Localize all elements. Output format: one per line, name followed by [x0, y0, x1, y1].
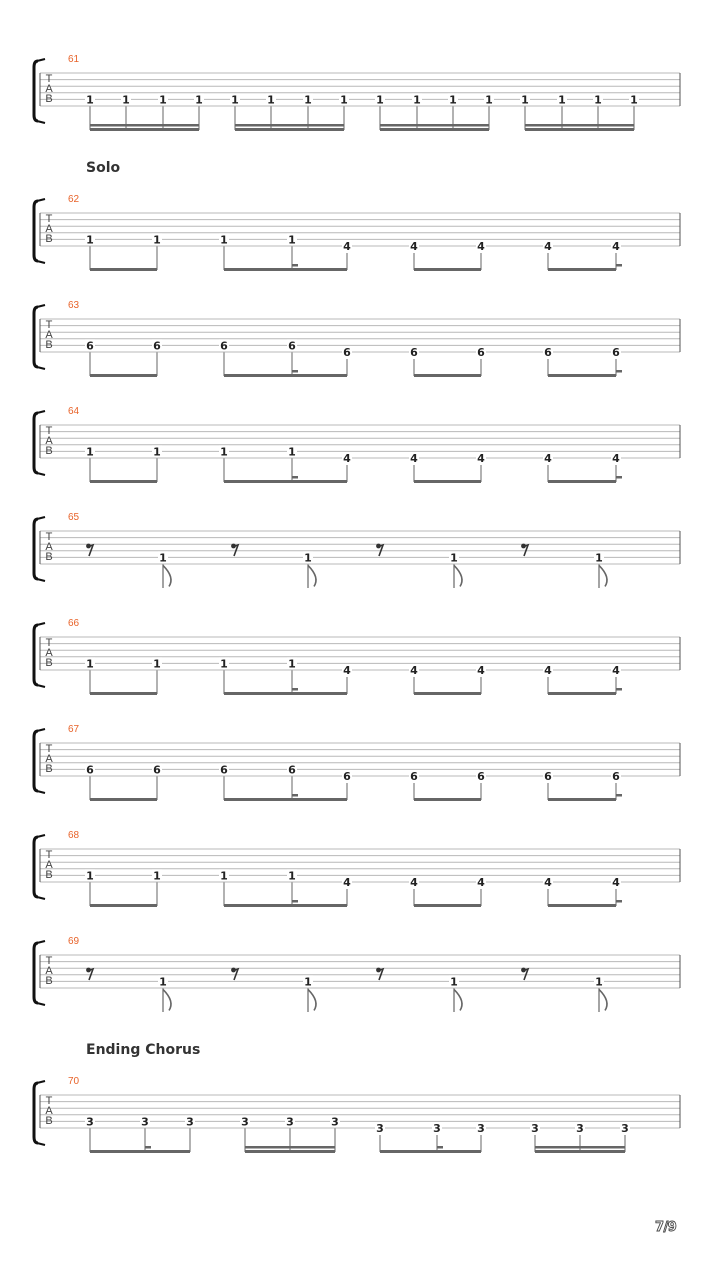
beam [224, 480, 347, 483]
beam-stub [292, 900, 298, 903]
beam [90, 1150, 190, 1153]
fret-number: 6 [86, 763, 94, 777]
fret-number: 1 [153, 657, 161, 671]
system-bracket [34, 307, 38, 367]
tab-system [34, 936, 680, 1012]
tab-clef-letter: T [45, 1095, 53, 1107]
fret-number: 6 [612, 770, 620, 783]
fret-number: 3 [531, 1122, 539, 1135]
fret-number: 3 [141, 1115, 149, 1129]
beam [224, 268, 347, 271]
fret-number: 1 [220, 445, 228, 459]
tab-clef-letter: B [45, 1115, 53, 1127]
fret-number: 1 [159, 93, 167, 107]
beam [224, 374, 347, 377]
beam [414, 480, 481, 483]
fret-number: 6 [544, 770, 552, 783]
beam-secondary [380, 124, 489, 127]
bracket-hook-top [37, 199, 45, 201]
fret-number: 4 [544, 664, 552, 677]
fret-number: 4 [410, 452, 418, 465]
fret-number: 3 [331, 1115, 339, 1129]
note-flag [599, 989, 607, 1010]
tab-clef-letter: T [45, 637, 53, 649]
beam-secondary [245, 1146, 335, 1149]
beam [548, 480, 616, 483]
fret-number: 3 [576, 1122, 584, 1135]
system-bracket [34, 61, 38, 121]
measure-number: 61 [68, 54, 80, 65]
tab-clef-letter: T [45, 213, 53, 225]
tab-system [34, 194, 680, 271]
beam-secondary [235, 124, 344, 127]
beam-secondary [535, 1146, 625, 1149]
bracket-hook-top [37, 411, 45, 413]
fret-number: 6 [153, 763, 161, 777]
tab-clef-letter: A [45, 329, 53, 341]
fret-number: 3 [621, 1122, 629, 1135]
fret-number: 1 [86, 445, 94, 459]
fret-number: 6 [477, 770, 485, 783]
beam-stub [616, 476, 622, 479]
measure-number: 62 [68, 194, 80, 205]
tab-clef-letter: T [45, 531, 53, 543]
fret-number: 1 [413, 93, 421, 107]
system-bracket [34, 201, 38, 261]
fret-number: 4 [343, 452, 351, 465]
beam [90, 374, 157, 377]
bracket-hook-bottom [37, 121, 45, 123]
beam-stub [292, 264, 298, 267]
fret-number: 1 [231, 93, 239, 107]
fret-number: 4 [544, 240, 552, 253]
beam-stub [616, 370, 622, 373]
beam-stub [292, 688, 298, 691]
beam-stub [292, 794, 298, 797]
bracket-hook-top [37, 623, 45, 625]
fret-number: 1 [159, 975, 167, 989]
bracket-hook-bottom [37, 791, 45, 793]
fret-number: 1 [288, 233, 296, 247]
beam-stub [616, 794, 622, 797]
fret-number: 1 [450, 975, 458, 989]
fret-number: 1 [594, 93, 602, 107]
bracket-hook-top [37, 835, 45, 837]
bracket-hook-bottom [37, 473, 45, 475]
tab-clef-letter: T [45, 425, 53, 437]
tab-clef-letter: A [45, 83, 53, 95]
fret-number: 4 [477, 452, 485, 465]
beam-stub [616, 900, 622, 903]
fret-number: 1 [220, 869, 228, 883]
fret-number: 3 [477, 1122, 485, 1135]
bracket-hook-bottom [37, 897, 45, 899]
tab-clef-letter: A [45, 647, 53, 659]
fret-number: 6 [343, 770, 351, 783]
beam-stub [616, 264, 622, 267]
note-flag [454, 989, 462, 1010]
system-bracket [34, 731, 38, 791]
bracket-hook-bottom [37, 1143, 45, 1145]
beam [548, 268, 616, 271]
section-label-ending-chorus: Ending Chorus [86, 1042, 201, 1058]
fret-number: 1 [485, 93, 493, 107]
system-bracket [34, 837, 38, 897]
fret-number: 4 [410, 876, 418, 889]
beam [414, 374, 481, 377]
fret-number: 1 [288, 657, 296, 671]
note-flag [163, 565, 171, 586]
measure-number: 68 [68, 830, 80, 841]
fret-number: 1 [449, 93, 457, 107]
fret-number: 4 [410, 664, 418, 677]
tab-clef-letter: T [45, 955, 53, 967]
fret-number: 1 [122, 93, 130, 107]
beam [525, 128, 634, 131]
fret-number: 1 [521, 93, 529, 107]
fret-number: 4 [477, 240, 485, 253]
beam [414, 692, 481, 695]
fret-number: 1 [195, 93, 203, 107]
tab-clef-letter: B [45, 445, 53, 457]
note-flag [308, 989, 316, 1010]
fret-number: 4 [544, 876, 552, 889]
bracket-hook-bottom [37, 261, 45, 263]
fret-number: 4 [343, 664, 351, 677]
tab-system [34, 512, 680, 588]
measure-number: 67 [68, 724, 80, 735]
fret-number: 3 [86, 1115, 94, 1129]
page-number: 7/9 [655, 1220, 677, 1235]
system-bracket [34, 1083, 38, 1143]
tab-clef-letter: A [45, 1105, 53, 1117]
bracket-hook-bottom [37, 685, 45, 687]
fret-number: 1 [288, 445, 296, 459]
fret-number: 1 [595, 551, 603, 565]
fret-number: 1 [86, 869, 94, 883]
tab-clef-letter: A [45, 965, 53, 977]
tab-clef-letter: B [45, 657, 53, 669]
measure-number: 64 [68, 406, 80, 417]
tab-system [34, 54, 680, 131]
bracket-hook-top [37, 729, 45, 731]
bracket-hook-bottom [37, 367, 45, 369]
tab-system [34, 724, 680, 801]
fret-number: 4 [612, 664, 620, 677]
fret-number: 4 [544, 452, 552, 465]
fret-number: 6 [220, 763, 228, 777]
tab-system [34, 830, 680, 907]
bracket-hook-bottom [37, 579, 45, 581]
tab-system [34, 1076, 680, 1153]
tab-clef-letter: B [45, 551, 53, 563]
measure-number: 70 [68, 1076, 80, 1087]
fret-number: 1 [376, 93, 384, 107]
beam [380, 1150, 481, 1153]
fret-number: 1 [159, 551, 167, 565]
fret-number: 1 [153, 869, 161, 883]
fret-number: 6 [612, 346, 620, 359]
system-bracket [34, 413, 38, 473]
fret-number: 1 [558, 93, 566, 107]
fret-number: 6 [343, 346, 351, 359]
fret-number: 6 [220, 339, 228, 353]
fret-number: 1 [86, 233, 94, 247]
beam [245, 1150, 335, 1153]
measure-number: 63 [68, 300, 80, 311]
fret-number: 6 [544, 346, 552, 359]
tab-clef-letter: B [45, 869, 53, 881]
fret-number: 1 [630, 93, 638, 107]
tab-system [34, 618, 680, 695]
beam-secondary [90, 124, 199, 127]
fret-number: 4 [612, 452, 620, 465]
fret-number: 1 [267, 93, 275, 107]
fret-number: 1 [304, 551, 312, 565]
fret-number: 6 [410, 346, 418, 359]
fret-number: 1 [86, 93, 94, 107]
beam [380, 128, 489, 131]
tab-clef-letter: A [45, 753, 53, 765]
fret-number: 4 [612, 876, 620, 889]
note-flag [163, 989, 171, 1010]
fret-number: 4 [343, 240, 351, 253]
beam [90, 798, 157, 801]
tab-clef-letter: T [45, 319, 53, 331]
beam [414, 904, 481, 907]
system-bracket [34, 519, 38, 579]
measure-number: 66 [68, 618, 80, 629]
fret-number: 1 [153, 233, 161, 247]
fret-number: 4 [477, 664, 485, 677]
section-label-solo: Solo [86, 160, 121, 176]
fret-number: 6 [288, 339, 296, 353]
beam [548, 798, 616, 801]
beam-stub [437, 1146, 443, 1149]
measure-number: 69 [68, 936, 80, 947]
fret-number: 3 [433, 1122, 441, 1135]
beam-stub [145, 1146, 151, 1149]
tab-clef-letter: A [45, 435, 53, 447]
tab-clef-letter: T [45, 743, 53, 755]
fret-number: 4 [477, 876, 485, 889]
tab-clef-letter: A [45, 223, 53, 235]
fret-number: 1 [220, 233, 228, 247]
bracket-hook-top [37, 517, 45, 519]
note-flag [454, 565, 462, 586]
fret-number: 1 [220, 657, 228, 671]
beam [414, 268, 481, 271]
tab-system [34, 300, 680, 377]
fret-number: 1 [450, 551, 458, 565]
tab-clef-letter: A [45, 859, 53, 871]
beam-stub [292, 476, 298, 479]
fret-number: 4 [410, 240, 418, 253]
fret-number: 1 [304, 975, 312, 989]
beam-secondary [525, 124, 634, 127]
system-bracket [34, 625, 38, 685]
tab-system [34, 406, 680, 483]
beam-stub [292, 370, 298, 373]
bracket-hook-top [37, 59, 45, 61]
measure-number: 65 [68, 512, 80, 523]
tab-clef-letter: B [45, 233, 53, 245]
note-flag [308, 565, 316, 586]
beam [90, 128, 199, 131]
beam [90, 692, 157, 695]
beam [548, 692, 616, 695]
fret-number: 3 [186, 1115, 194, 1129]
beam [90, 904, 157, 907]
beam [535, 1150, 625, 1153]
tab-clef-letter: A [45, 541, 53, 553]
beam [90, 480, 157, 483]
tab-clef-letter: T [45, 73, 53, 85]
fret-number: 6 [86, 339, 94, 353]
note-flag [599, 565, 607, 586]
fret-number: 1 [288, 869, 296, 883]
bracket-hook-top [37, 1081, 45, 1083]
tab-clef-letter: T [45, 849, 53, 861]
fret-number: 6 [288, 763, 296, 777]
tab-clef-letter: B [45, 763, 53, 775]
beam [90, 268, 157, 271]
fret-number: 4 [612, 240, 620, 253]
beam [235, 128, 344, 131]
fret-number: 1 [595, 975, 603, 989]
tab-clef-letter: B [45, 339, 53, 351]
fret-number: 3 [286, 1115, 294, 1129]
tab-clef-letter: B [45, 93, 53, 105]
fret-number: 6 [153, 339, 161, 353]
bracket-hook-top [37, 941, 45, 943]
bracket-hook-top [37, 305, 45, 307]
beam [548, 374, 616, 377]
fret-number: 3 [376, 1122, 384, 1135]
fret-number: 3 [241, 1115, 249, 1129]
beam-stub [616, 688, 622, 691]
fret-number: 1 [340, 93, 348, 107]
beam [414, 798, 481, 801]
fret-number: 6 [477, 346, 485, 359]
beam [224, 798, 347, 801]
tab-clef-letter: B [45, 975, 53, 987]
beam [548, 904, 616, 907]
bracket-hook-bottom [37, 1003, 45, 1005]
fret-number: 6 [410, 770, 418, 783]
fret-number: 4 [343, 876, 351, 889]
fret-number: 1 [304, 93, 312, 107]
beam [224, 904, 347, 907]
system-bracket [34, 943, 38, 1003]
fret-number: 1 [86, 657, 94, 671]
beam [224, 692, 347, 695]
fret-number: 1 [153, 445, 161, 459]
